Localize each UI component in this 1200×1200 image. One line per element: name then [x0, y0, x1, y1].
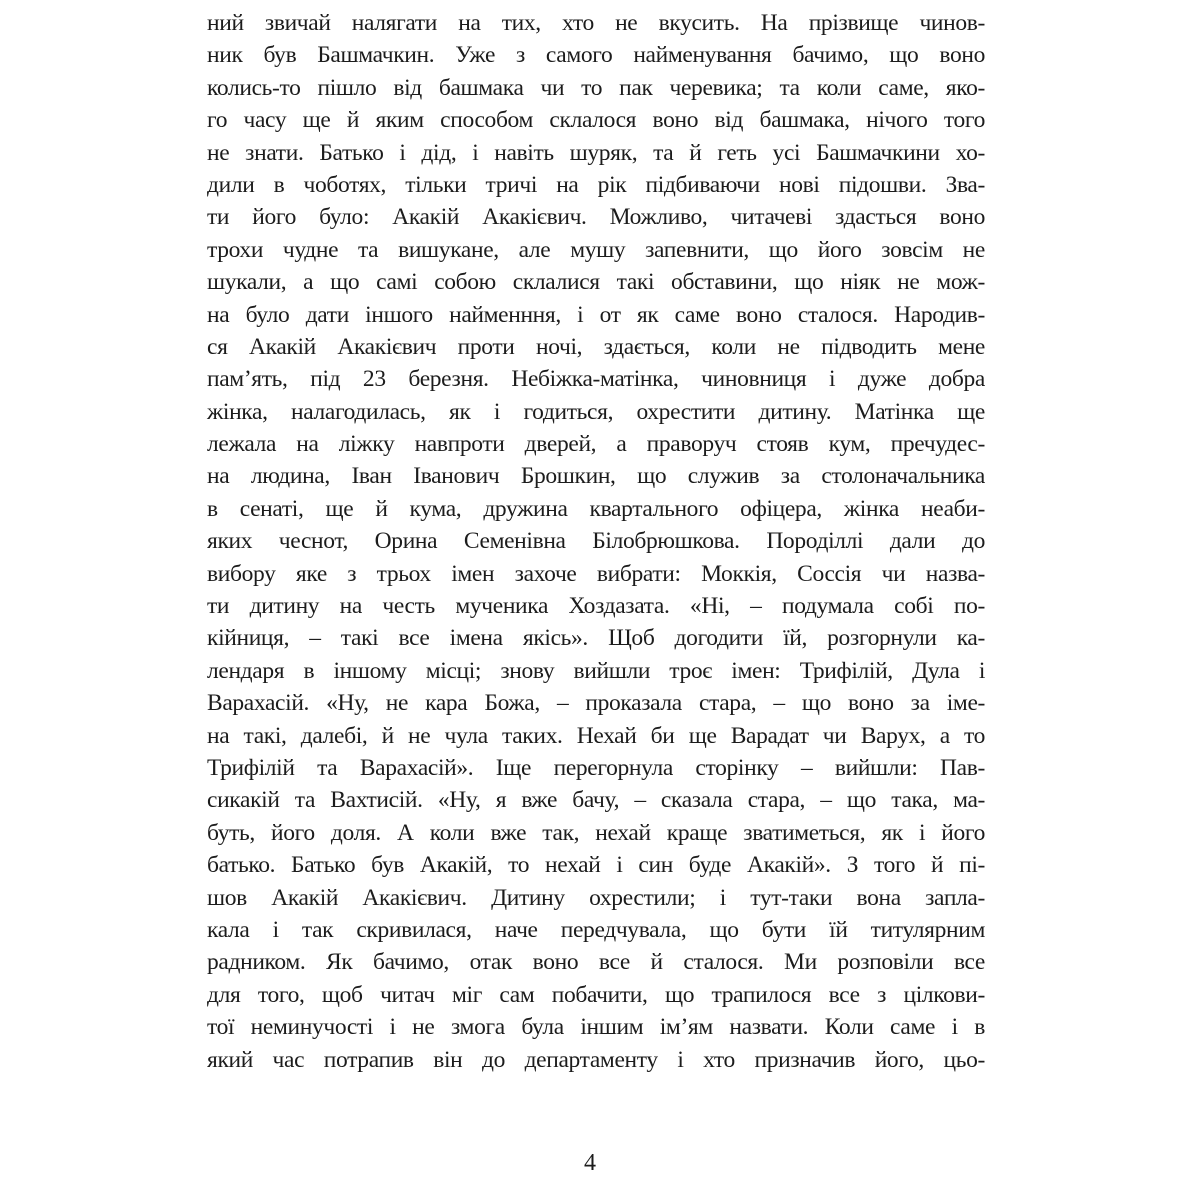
- text-line: який час потрапив він до департаменту і хто призначив його, цьо-: [207, 1046, 985, 1073]
- text-line: тої неминучості і не змога була іншим ім’ям назвати. Коли саме і в: [207, 1014, 985, 1041]
- text-line: на людина, Іван Іванович Брошкин, що служив за столоначальника: [207, 463, 985, 490]
- body-text: [207, 7, 985, 1076]
- text-line: ся Акакій Акакієвич проти ночі, здається, коли не підводить мене: [207, 333, 985, 360]
- text-line: лендаря в іншому місці; знову вийшли троє імен: Трифілій, Дула і: [207, 657, 985, 684]
- text-line: не знати. Батько і дід, і навіть шуряк, та й геть усі Башмачкини хо-: [207, 139, 985, 166]
- text-line: шов Акакій Акакієвич. Дитину охрестили; і тут-таки вона запла-: [207, 884, 985, 911]
- text-line: шукали, а що самі собою склалися такі обставини, що ніяк не мож-: [207, 269, 985, 296]
- text-line: лежала на ліжку навпроти дверей, а праворуч стояв кум, пречудес-: [207, 431, 985, 458]
- text-line: кала і так скривилася, наче передчувала, що бути їй титулярним: [207, 916, 985, 943]
- text-line: на такі, далебі, й не чула таких. Нехай би ще Варадат чи Варух, а то: [207, 722, 985, 749]
- text-line: ти дитину на честь мученика Хоздазата. «Ні, – подумала собі по-: [207, 593, 985, 620]
- text-line: яких чеснот, Орина Семенівна Білобрюшкова. Породіллі дали до: [207, 528, 985, 555]
- page-number: [0, 1150, 1180, 1177]
- text-line: пам’ять, під 23 березня. Небіжка-матінка, чиновниця і дуже добра: [207, 366, 985, 393]
- text-line: вибору яке з трьох імен захоче вибрати: Моккія, Соссія чи назва-: [207, 560, 985, 587]
- text-line: колись-то пішло від башмака чи то пак черевика; та коли саме, яко-: [207, 74, 985, 101]
- text-line: го часу ще й яким способом склалося воно від башмака, нічого того: [207, 107, 985, 134]
- text-line: жінка, налагодилась, як і годиться, охрестити дитину. Матінка ще: [207, 398, 985, 425]
- text-line: Варахасій. «Ну, не кара Божа, – проказала стара, – що воно за іме-: [207, 690, 985, 717]
- text-line: ник був Башмачкин. Уже з самого найменування бачимо, що воно: [207, 42, 985, 69]
- text-line: буть, його доля. А коли вже так, нехай краще зватиметься, як і його: [207, 819, 985, 846]
- text-line: дили в чоботях, тільки тричі на рік підбиваючи нові підошви. Зва-: [207, 171, 985, 198]
- text-line: ти його було: Акакій Акакієвич. Можливо, читачеві здасться воно: [207, 204, 985, 231]
- text-line: кійниця, – такі все імена якісь». Щоб догодити їй, розгорнули ка-: [207, 625, 985, 652]
- text-line: для того, щоб читач міг сам побачити, що трапилося все з цілкови-: [207, 981, 985, 1008]
- text-line: батько. Батько був Акакій, то нехай і син буде Акакій». З того й пі-: [207, 852, 985, 879]
- text-line: ний звичай налягати на тих, хто не вкусить. На прізвище чинов-: [207, 10, 985, 36]
- text-line: Трифілій та Варахасій». Іще перегорнула сторінку – вийшли: Пав-: [207, 754, 985, 781]
- text-line: сикакій та Вахтисій. «Ну, я вже бачу, – сказала стара, – що така, ма-: [207, 787, 985, 814]
- text-line: радником. Як бачимо, отак воно все й сталося. Ми розповіли все: [207, 949, 985, 976]
- text-line: в сенаті, ще й кума, дружина квартального офіцера, жінка неаби-: [207, 495, 985, 522]
- text-line: на було дати іншого найменння, і от як саме воно сталося. Народив-: [207, 301, 985, 328]
- text-line: трохи чудне та вишукане, але мушу запевнити, що його зовсім не: [207, 236, 985, 263]
- page-number-text: 4: [584, 1150, 596, 1176]
